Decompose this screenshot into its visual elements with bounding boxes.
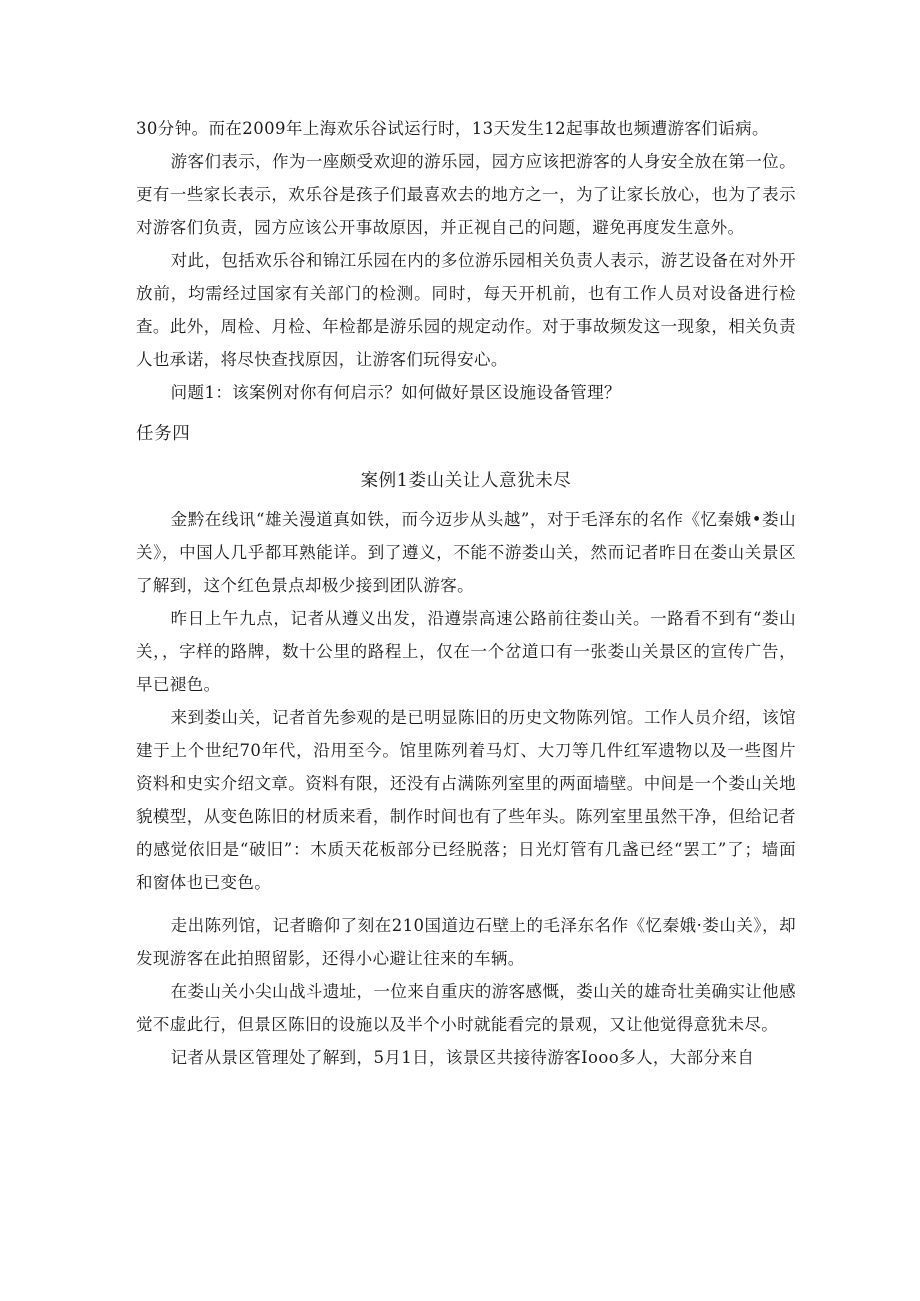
paragraph-park-response: 对此，包括欢乐谷和锦江乐园在内的多位游乐园相关负责人表示，游艺设备在对外开放前，均需经过国家有关部门的检测。同时，每天开机前，也有工作人员对设备进行检查。此外，周检、月检、年检都是游乐园的规定动作。对于事故频发这一现象，相关负责人也承诺，将尽快查找原因，让游客们玩得安心。	[136, 251, 796, 369]
document-page	[136, 112, 796, 1074]
section-heading: 任务四	[136, 424, 191, 444]
paragraph-case-journey: 昨日上午九点，记者从遵义出发，沿遵崇高速公路前往娄山关。一路看不到有“娄山关，，字样的路牌，数十公里的路程上，仅在一个岔道口有一张娄山关景区的宣传广告，早已褪色。	[136, 609, 796, 694]
paragraph-case-stone-wall: 走出陈列馆，记者瞻仰了刻在210国道边石壁上的毛泽东名作《忆秦娥·娄山关》，却发现游客在此拍照留影，还得小心避让往来的车辆。	[136, 916, 796, 968]
paragraph-case-intro: 金黔在线讯“雄关漫道真如铁，而今迈步从头越”，对于毛泽东的名作《忆秦娥•娄山关》，中国人几乎都耳熟能详。到了遵义，不能不游娄山关，然而记者昨日在娄山关景区了解到，这个红色景点却极少接到团队游客。	[136, 510, 796, 595]
paragraph-case-management: 记者从景区管理处了解到，5月1日，该景区共接待游客Iooo多人，大部分来自	[170, 1048, 755, 1067]
paragraph-case-visitor: 在娄山关小尖山战斗遗址，一位来自重庆的游客感慨，娄山关的雄奇壮美确实让他感觉不虚此行，但景区陈旧的设施以及半个小时就能看完的景观，又让他觉得意犹未尽。	[136, 982, 796, 1034]
paragraph-visitor-opinions: 游客们表示，作为一座颇受欢迎的游乐园，园方应该把游客的人身安全放在第一位。更有一些家长表示，欢乐谷是孩子们最喜欢去的地方之一，为了让家长放心，也为了表示对游客们负责，园方应该公开事故原因，并正视自己的问题，避免再度发生意外。	[136, 152, 796, 237]
question-1: 问题1：该案例对你有何启示？如何做好景区设施设备管理？	[170, 383, 621, 402]
paragraph-case-museum: 来到娄山关，记者首先参观的是已明显陈旧的历史文物陈列馆。工作人员介绍，该馆建于上个世纪70年代，沿用至今。馆里陈列着马灯、大刀等几件红军遗物以及一些图片资料和史实介绍文章。资料有限，还没有占满陈列室里的两面墙壁。中间是一个娄山关地貌模型，从变色陈旧的材质来看，制作时间也有了些年头。陈列室里虽然干净，但给记者的感觉依旧是“破旧”：木质天花板部分已经脱落；日光灯管有几盏已经“罢工”了；墙面和窗体也已变色。	[136, 708, 796, 892]
paragraph-accident-stats: 30分钟。而在2009年上海欢乐谷试运行时，13天发生12起事故也频遭游客们诟病。	[136, 119, 769, 138]
case-title: 案例1娄山关让人意犹未尽	[360, 471, 572, 491]
